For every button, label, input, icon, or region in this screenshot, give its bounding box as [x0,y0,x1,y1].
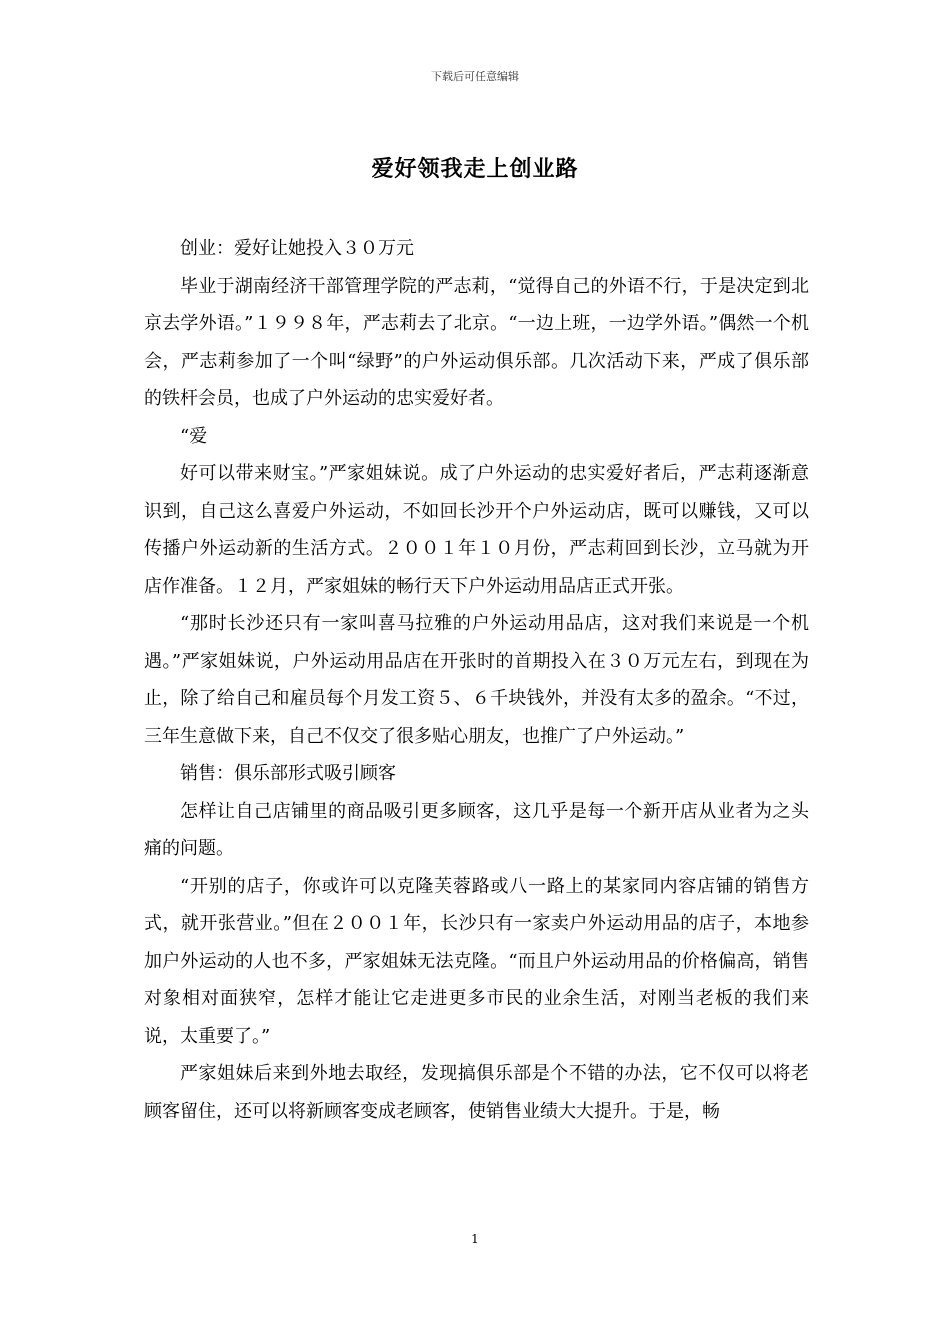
document-title: 爱好领我走上创业路 [371,156,579,182]
paragraph: 怎样让自己店铺里的商品吸引更多顾客，这几乎是每一个新开店从业者为之头痛的问题。 [144,800,809,859]
paragraph: 好可以带来财宝。”严家姐妹说。成了户外运动的忠实爱好者后，严志莉逐渐意识到，自己这么喜爱户外运动，不如回长沙开个户外运动店，既可以赚钱，又可以传播户外运动新的生活方式。２００１年１０月份，严志莉回到长沙，立马就为开店作准备。１２月，严家姐妹的畅行天下户外运动用品店正式开张。 [144,463,809,597]
page-header: 下载后可任意编辑 [431,70,519,83]
paragraph: 毕业于湖南经济干部管理学院的严志莉，“觉得自己的外语不行，于是决定到北京去学外语。”１９９８年，严志莉去了北京。“一边上班，一边学外语。”偶然一个机会，严志莉参加了一个叫“绿野”的户外运动俱乐部。几次活动下来，严成了俱乐部的铁杆会员，也成了户外运动的忠实爱好者。 [144,275,809,409]
paragraph: “那时长沙还只有一家叫喜马拉雅的户外运动用品店，这对我们来说是一个机遇。”严家姐妹说，户外运动用品店在开张时的首期投入在３０万元左右，到现在为止，除了给自己和雇员每个月发工资５、６千块钱外，并没有太多的盈余。“不过，三年生意做下来，自己不仅交了很多贴心朋友，也推广了户外运动。” [144,613,809,747]
section-heading-startup: 创业：爱好让她投入３０万元 [180,238,414,259]
section-heading-sales: 销售：俱乐部形式吸引顾客 [180,763,396,784]
paragraph: “爱 [180,425,208,447]
paragraph: 严家姐妹后来到外地去取经，发现搞俱乐部是个不错的办法，它不仅可以将老顾客留住，还可以将新顾客变成老顾客，使销售业绩大大提升。于是，畅 [144,1063,809,1122]
page-number: 1 [471,1232,479,1246]
document-body [144,230,809,1130]
paragraph: “开别的店子，你或许可以克隆芙蓉路或八一路上的某家同内容店铺的销售方式，就开张营业。”但在２００１年，长沙只有一家卖户外运动用品的店子，本地参加户外运动的人也不多，严家姐妹无法克隆。“而且户外运动用品的价格偏高，销售对象相对面狭窄，怎样才能让它走进更多市民的业余生活，对刚当老板的我们来说，太重要了。” [144,875,809,1047]
